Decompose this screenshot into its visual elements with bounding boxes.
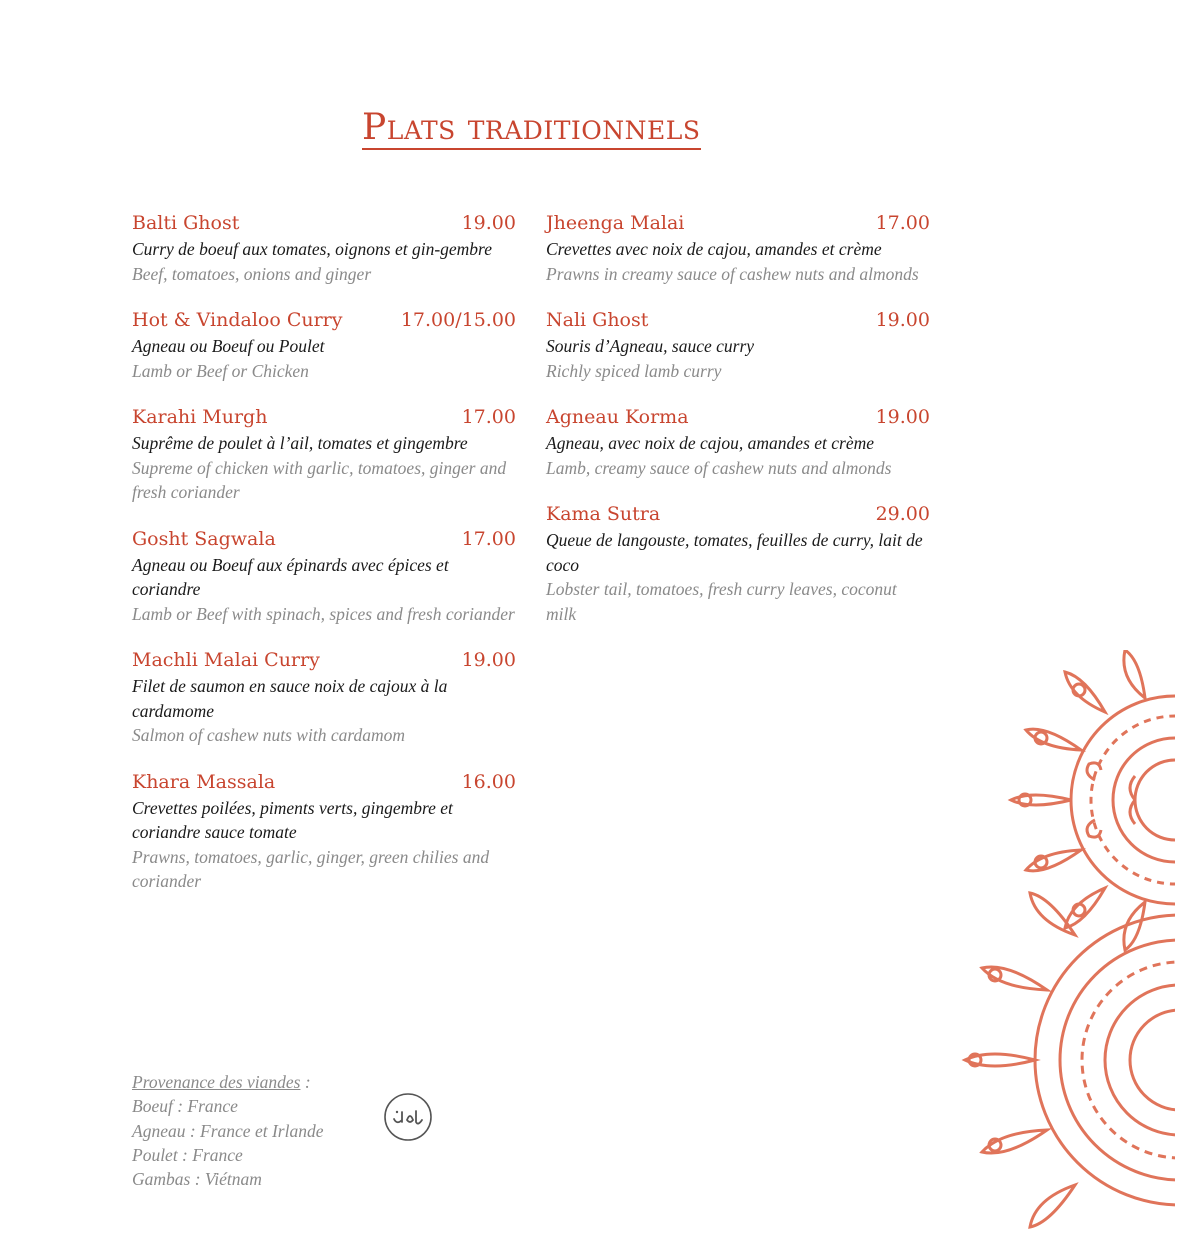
dish-name: Jheenga Malai [546, 212, 685, 234]
dish-item [546, 406, 930, 480]
dish-description-en: Lamb or Beef or Chicken [132, 360, 309, 381]
dish-description-en: Prawns in creamy sauce of cashew nuts and almonds [546, 263, 919, 284]
dish-description-fr: Agneau, avec noix de cajou, amandes et crème [546, 433, 875, 453]
meat-origin-line: Poulet : France [132, 1144, 243, 1165]
meat-origin-title-suffix: : [300, 1072, 311, 1092]
dish-header [132, 649, 516, 674]
dish-header [546, 309, 930, 334]
dish-price: 29.00 [875, 503, 930, 525]
dish-description-fr: Curry de boeuf aux tomates, oignons et gin-gembre [132, 239, 492, 259]
dish-price: 19.00 [875, 309, 930, 331]
dish-name: Kama Sutra [546, 503, 661, 525]
dish-item [132, 649, 516, 748]
dish-description-fr: Crevettes poilées, piments verts, gingembre et coriandre sauce tomate [132, 797, 453, 842]
dish-header [132, 212, 516, 237]
dish-name: Nali Ghost [546, 309, 649, 331]
dish-description-en: Supreme of chicken with garlic, tomatoes, ginger and fresh coriander [132, 457, 507, 502]
dish-item [132, 212, 516, 286]
dish-description-fr: Agneau ou Boeuf ou Poulet [132, 336, 325, 356]
dish-description-en: Salmon of cashew nuts with cardamom [132, 725, 406, 745]
dish-description-fr: Souris d’Agneau, sauce curry [546, 336, 755, 356]
mandala-icon [955, 650, 1175, 1230]
meat-origin-line: Gambas : Viétnam [132, 1169, 262, 1190]
dish-description-en: Lamb or Beef with spinach, spices and fresh coriander [132, 603, 515, 624]
dish-price: 17.00 [461, 527, 516, 550]
dish-name: Machli Malai Curry [132, 649, 320, 671]
meat-origin-line: Agneau : France et Irlande [132, 1120, 324, 1141]
dish-price: 17.00 [875, 212, 930, 234]
dish-item [546, 212, 930, 286]
dish-item [546, 503, 930, 626]
halal-icon [383, 1092, 433, 1142]
dish-description-en: Lamb, creamy sauce of cashew nuts and almonds [546, 457, 892, 478]
dish-name: Khara Massala [132, 770, 276, 793]
dish-price: 17.00 [461, 406, 516, 428]
dish-name: Karahi Murgh [132, 406, 268, 428]
dish-description-fr: Queue de langouste, tomates, feuilles de curry, lait de coco [546, 530, 923, 575]
meat-origin-line: Boeuf : France [132, 1096, 238, 1117]
dish-price: 16.00 [461, 770, 516, 793]
dish-header [546, 406, 930, 431]
dish-description-fr: Agneau ou Boeuf aux épinards avec épices et coriandre [132, 554, 449, 599]
dish-description-en: Prawns, tomatoes, garlic, ginger, green chilies and coriander [132, 846, 490, 891]
dish-header [132, 771, 516, 796]
meat-origin [132, 1070, 323, 1191]
page-title: Plats traditionnels [362, 107, 701, 148]
dish-description-fr: Suprême de poulet à l’ail, tomates et gingembre [132, 433, 468, 453]
dish-item [132, 406, 516, 505]
dish-price: 17.00/15.00 [400, 309, 516, 331]
dish-header [132, 309, 516, 334]
dish-item [132, 309, 516, 383]
dish-item [132, 771, 516, 894]
dish-header [132, 528, 516, 553]
dish-item [546, 309, 930, 383]
dish-price: 19.00 [875, 406, 930, 428]
dish-price: 19.00 [461, 212, 516, 234]
menu-column-left [132, 212, 516, 917]
menu-column-right [546, 212, 930, 649]
dish-description-fr: Filet de saumon en sauce noix de cajoux à la cardamome [132, 676, 448, 721]
dish-header [132, 406, 516, 431]
meat-origin-title: Provenance des viandes [132, 1072, 301, 1092]
dish-name: Balti Ghost [132, 212, 240, 234]
dish-price: 19.00 [461, 649, 516, 671]
dish-description-en: Beef, tomatoes, onions and ginger [132, 263, 372, 284]
dish-name: Agneau Korma [546, 406, 689, 428]
dish-header [546, 503, 930, 528]
dish-name: Gosht Sagwala [132, 527, 276, 550]
meat-origin-heading [132, 1070, 323, 1094]
dish-header [546, 212, 930, 237]
dish-name: Hot & Vindaloo Curry [132, 309, 343, 331]
dish-item [132, 528, 516, 627]
dish-description-en: Richly spiced lamb curry [546, 360, 722, 381]
dish-description-en: Lobster tail, tomatoes, fresh curry leaves, coconut milk [546, 579, 897, 624]
dish-description-fr: Crevettes avec noix de cajou, amandes et crème [546, 239, 882, 259]
